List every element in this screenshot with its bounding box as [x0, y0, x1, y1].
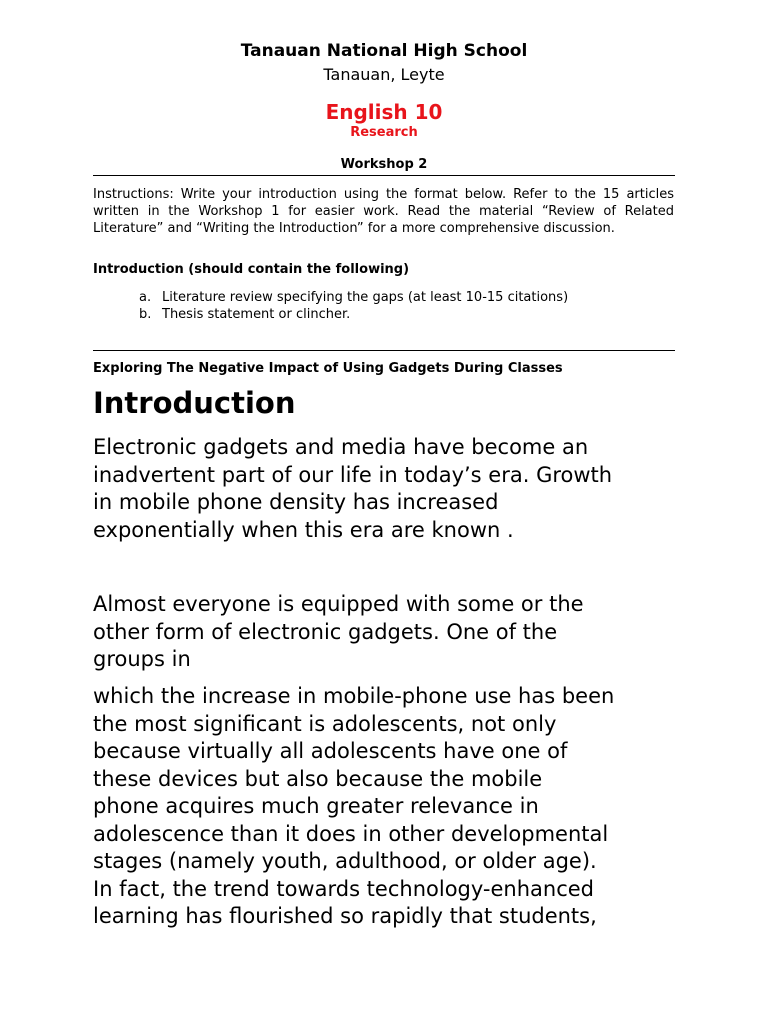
text-line: which the increase in mobile-phone use has been — [93, 684, 615, 708]
text-line: inadvertent part of our life in today’s era. Growth — [93, 462, 613, 487]
text-line: phone acquires much greater relevance in — [93, 794, 539, 818]
paragraph-1 — [93, 434, 674, 544]
section-heading: Introduction — [93, 386, 296, 420]
list-item-text: Literature review specifying the gaps (at least 10-15 citations) — [162, 290, 569, 305]
text-line: Electronic gadgets and media have become an — [93, 435, 589, 459]
list-item — [139, 289, 568, 306]
text-line: Almost everyone is equipped with some or the — [93, 592, 584, 616]
divider-top — [93, 175, 675, 176]
list-item-text: Thesis statement or clincher. — [162, 307, 351, 322]
divider-bottom — [93, 350, 675, 351]
list-item — [139, 306, 568, 323]
text-line: because virtually all adolescents have one of — [93, 739, 568, 763]
text-line: adolescence than it does in other developmental — [93, 821, 609, 846]
course-title: English 10 — [325, 100, 443, 124]
text-line: in mobile phone density has increased — [93, 490, 499, 514]
subject-title: Research — [350, 125, 418, 140]
school-location: Tanauan, Leyte — [323, 65, 445, 84]
text-line: stages (namely youth, adulthood, or older age). — [93, 849, 597, 873]
instructions-text: Instructions: Write your introduction using the format below. Refer to the 15 articles written in the Workshop 1 for easier work. Read the material “Review of Related Literature” and “Writing the Introduction” for a more comprehensive discussion. — [93, 187, 674, 236]
text-line: these devices but also because the mobile — [93, 766, 543, 791]
text-line: learning has flourished so rapidly that students, — [93, 904, 597, 928]
list-marker: a. — [139, 290, 152, 305]
text-line: other form of electronic gadgets. One of the — [93, 619, 558, 644]
text-line: In fact, the trend towards technology-enhanced — [93, 876, 595, 901]
paragraph-2 — [93, 591, 674, 674]
school-name: Tanauan National High School — [240, 41, 528, 61]
workshop-label: Workshop 2 — [340, 157, 428, 172]
paragraph-3 — [93, 683, 674, 931]
text-line: the most significant is adolescents, not only — [93, 711, 557, 736]
requirements-heading: Introduction (should contain the following) — [93, 262, 410, 277]
text-line: exponentially when this era are known . — [93, 517, 514, 542]
paper-title: Exploring The Negative Impact of Using Gadgets During Classes — [93, 361, 563, 376]
text-line: groups in — [93, 647, 191, 671]
requirements-list — [139, 289, 568, 323]
list-marker: b. — [139, 307, 152, 322]
